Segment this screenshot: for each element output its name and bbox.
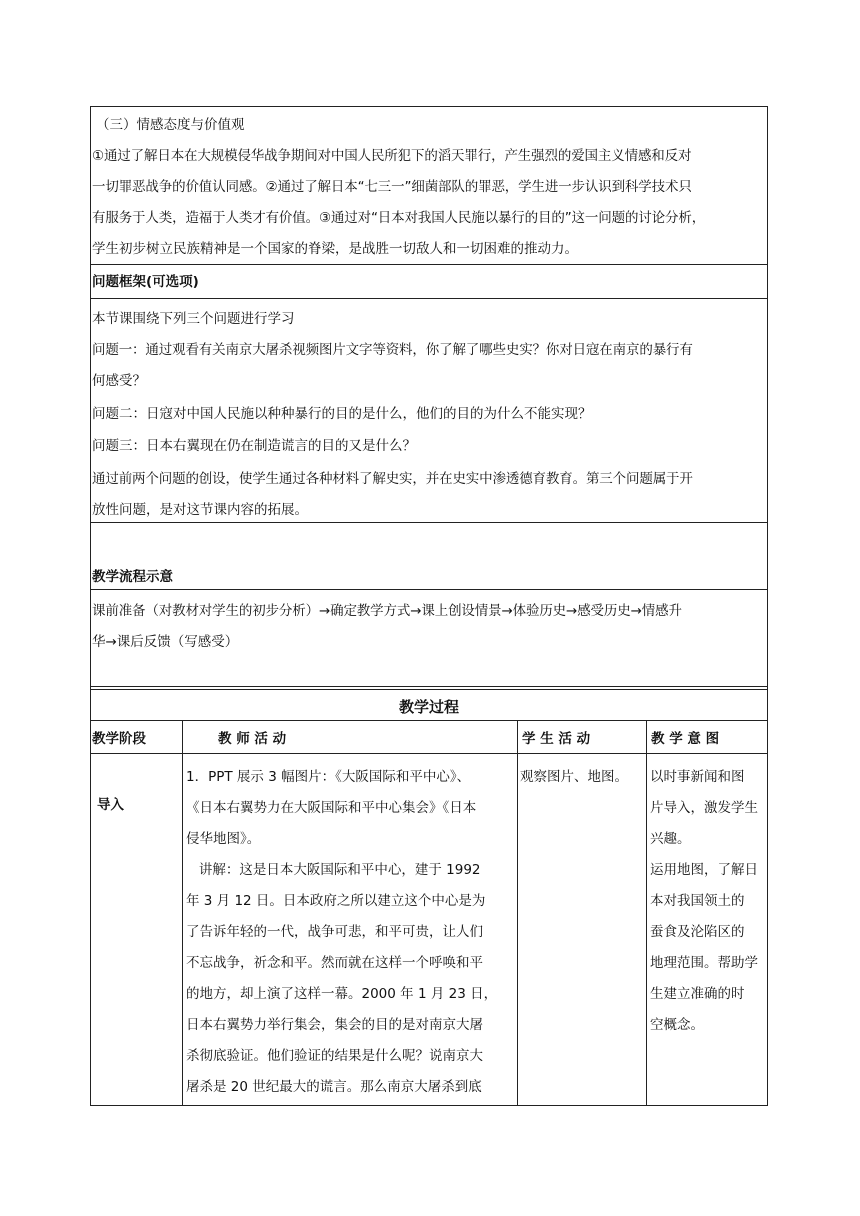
- teacher-line: 了告诉年轻的一代，战争可悲，和平可贵，让人们: [186, 924, 483, 940]
- questions-heading: 问题框架(可选项): [92, 274, 199, 290]
- attitude-line: 一切罪恶战争的价值认同感。②通过了解日本“七三一”细菌部队的罪恶，学生进一步认识到科学技术只: [92, 179, 692, 195]
- intent-cell: [650, 762, 768, 1041]
- teacher-line: 《日本右翼势力在大阪国际和平中心集会》《日本: [186, 800, 477, 816]
- questions-line: 本节课围绕下列三个问题进行学习: [92, 311, 295, 327]
- intent-line: 空概念。: [650, 1017, 704, 1033]
- rule: [90, 689, 768, 690]
- flow-heading: 教学流程示意: [92, 569, 173, 585]
- rule: [90, 686, 768, 687]
- teacher-line: 屠杀是 20 世纪最大的谎言。那么南京大屠杀到底: [186, 1079, 482, 1095]
- teacher-line: 1．PPT 展示 3 幅图片：《大阪国际和平中心》、: [186, 769, 471, 785]
- rule: [90, 589, 768, 590]
- intent-line: 生建立准确的时: [650, 986, 745, 1002]
- header-student: 学 生 活 动: [522, 731, 591, 747]
- column-divider: [646, 720, 647, 1105]
- flow-line: 华→课后反馈（写感受）: [92, 634, 239, 650]
- header-intent: 教 学 意 图: [651, 731, 720, 747]
- questions-line: 何感受？: [92, 373, 146, 389]
- intent-line: 本对我国领土的: [650, 893, 745, 909]
- rule: [90, 264, 768, 265]
- teacher-line: 的地方，却上演了这样一幕。2000 年 1 月 23 日，: [186, 986, 498, 1002]
- teacher-line: 不忘战争，祈念和平。然而就在这样一个呼唤和平: [186, 955, 483, 971]
- column-divider: [182, 720, 183, 1105]
- attitude-line: ①通过了解日本在大规模侵华战争期间对中国人民所犯下的滔天罪行，产生强烈的爱国主义情感和反对: [92, 148, 692, 164]
- teacher-line: 日本右翼势力举行集会，集会的目的是对南京大屠: [186, 1017, 483, 1033]
- rule: [90, 1105, 768, 1106]
- attitude-line: 学生初步树立民族精神是一个国家的脊梁，是战胜一切敌人和一切困难的推动力。: [92, 241, 578, 257]
- teacher-line: 杀彻底验证。他们验证的结果是什么呢？说南京大: [186, 1048, 483, 1064]
- questions-line: 问题二：日寇对中国人民施以种种暴行的目的是什么，他们的目的为什么不能实现？: [92, 406, 592, 422]
- intent-line: 以时事新闻和图: [650, 769, 745, 785]
- flow-line: 课前准备（对教材对学生的初步分析）→确定教学方式→课上创设情景→体验历史→感受历史→情感升: [92, 603, 682, 619]
- teacher-line: 侵华地图》。: [186, 831, 261, 847]
- questions-line: 问题三：日本右翼现在仍在制造谎言的目的又是什么？: [92, 438, 416, 454]
- intent-line: 运用地图，了解日: [650, 862, 758, 878]
- header-teacher: 教 师 活 动: [218, 731, 287, 747]
- header-stage: 教学阶段: [92, 731, 146, 747]
- rule: [90, 106, 768, 107]
- attitude-line: 有服务于人类，造福于人类才有价值。③通过对“日本对我国人民施以暴行的目的”这一问题的讨论分析，: [92, 210, 706, 226]
- process-title: 教学过程: [398, 698, 459, 716]
- rule: [90, 720, 768, 721]
- teacher-line: 讲解：这是日本大阪国际和平中心，建于 1992: [186, 862, 481, 878]
- attitude-heading: （三）情感态度与价值观: [96, 117, 245, 133]
- intent-line: 地理范围。帮助学: [650, 955, 758, 971]
- intent-line: 蚕食及沦陷区的: [650, 924, 745, 940]
- questions-line: 通过前两个问题的创设，使学生通过各种材料了解史实，并在史实中渗透德育教育。第三个问题属于开: [92, 471, 693, 487]
- teacher-line: 年 3 月 12 日。日本政府之所以建立这个中心是为: [186, 893, 486, 909]
- intent-line: 片导入，激发学生: [650, 800, 758, 816]
- questions-line: 问题一：通过观看有关南京大屠杀视频图片文字等资料，你了解了哪些史实？你对日寇在南京的暴行有: [92, 342, 693, 358]
- student-cell: 观察图片、地图。: [520, 769, 628, 785]
- questions-line: 放性问题，是对这节课内容的拓展。: [92, 502, 308, 518]
- intent-line: 兴趣。: [650, 831, 691, 847]
- rule: [90, 298, 768, 299]
- column-divider: [517, 720, 518, 1105]
- teacher-cell: [186, 762, 516, 1103]
- stage-cell: 导入: [97, 797, 124, 813]
